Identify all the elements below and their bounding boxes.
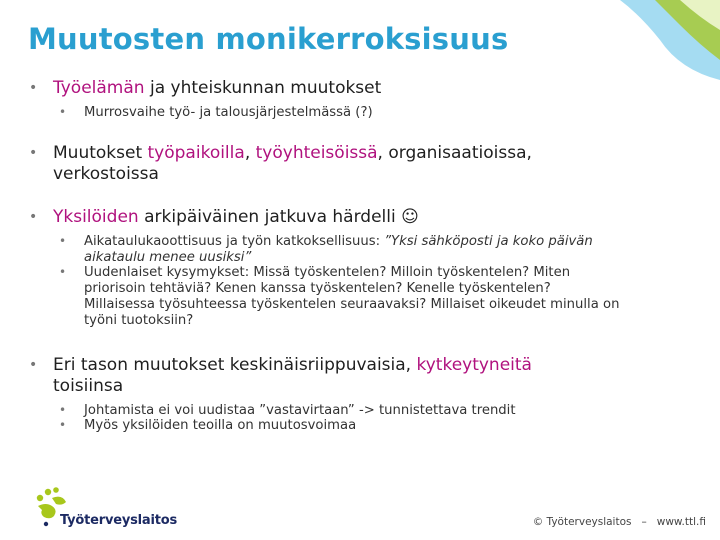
bullet-marker: • xyxy=(29,208,38,225)
sub-bullet-text: Murrosvaihe työ- ja talousjärjestelmässä (?) xyxy=(84,105,373,120)
bullet-text: ja yhteiskunnan muutokset xyxy=(144,78,382,98)
sub-bullet-aikataulukaoottisuus xyxy=(26,234,706,266)
highlight-text: kytkeytyneitä xyxy=(416,354,532,375)
bullet-text: Eri tason muutokset keskinäisriippuvaisia, xyxy=(53,354,417,375)
bullet-text: Muutokset xyxy=(53,142,148,163)
sub-bullet-uudenlaiset-kysymykset xyxy=(26,265,706,328)
sub-bullet-text: Aikataulukaoottisuus ja työn katkoksellisuus: xyxy=(84,233,385,249)
sub-bullet-text: Uudenlaiset kysymykset: Missä työskentelen? Milloin työskentelen? Miten xyxy=(84,265,571,281)
sub-bullet-text: priorisoin tehtäviä? Kenen kanssa työskentelen? Kenelle työskentelen? xyxy=(84,281,551,297)
bullet-marker: • xyxy=(29,80,38,96)
bullet-yksiloiden-hardelli xyxy=(26,207,706,228)
bullet-text: arkipäiväinen jatkuva härdelli ☺ xyxy=(138,206,419,227)
sub-bullet-marker: • xyxy=(59,418,67,433)
bullet-eri-tason-muutokset xyxy=(26,355,706,397)
sub-bullet-johtamista xyxy=(26,403,706,419)
bullet-text: , organisaatioissa, xyxy=(377,142,532,163)
sub-bullet-marker: • xyxy=(59,233,67,248)
footer-url[interactable]: www.ttl.fi xyxy=(656,516,706,528)
sub-bullet-text: Millaisessa työsuhteessa työskentelen seuraavaksi? Millaiset oikeudet minulla on xyxy=(84,296,620,312)
quote-text: aikataulu menee uusiksi” xyxy=(84,249,252,265)
sub-bullet-text: Myös yksilöiden teoilla on muutosvoimaa xyxy=(84,418,357,434)
sub-bullet-marker: • xyxy=(59,265,67,280)
logo-text: Työterveyslaitos xyxy=(60,513,178,528)
footer xyxy=(533,516,706,528)
sub-bullet-marker: • xyxy=(59,402,67,417)
bullet-tyoelaman-muutokset xyxy=(26,78,706,99)
sub-bullet-murrosvaihe xyxy=(26,105,706,121)
highlight-text: työpaikoilla xyxy=(147,142,245,163)
bullet-muutokset-tyopaikoilla xyxy=(26,143,706,185)
highlight-text: Yksilöiden xyxy=(53,206,139,227)
corner-decoration xyxy=(560,0,720,80)
bullet-text: verkostoissa xyxy=(53,163,159,184)
highlight-text: Työelämän xyxy=(53,78,145,98)
sub-bullet-text: työni tuotoksiin? xyxy=(84,312,194,328)
bullet-marker: • xyxy=(29,356,38,373)
quote-text: ”Yksi sähköposti ja koko päivän xyxy=(384,233,593,249)
sub-bullet-text: Johtamista ei voi uudistaa ”vastavirtaan” -> tunnistettava trendit xyxy=(84,402,516,418)
sub-bullet-yksiloiden-teoilla xyxy=(26,418,706,434)
footer-dash: – xyxy=(641,516,647,528)
sub-bullet-marker: • xyxy=(59,105,67,119)
slide-title: Muutosten monikerroksisuus xyxy=(28,22,509,56)
bullet-list xyxy=(26,78,706,434)
footer-copyright: © Työterveyslaitos xyxy=(532,516,632,528)
bullet-text: toisiinsa xyxy=(53,375,124,396)
bullet-marker: • xyxy=(29,144,38,161)
highlight-text: työyhteisöissä xyxy=(255,142,378,163)
bullet-text: , xyxy=(244,142,256,163)
